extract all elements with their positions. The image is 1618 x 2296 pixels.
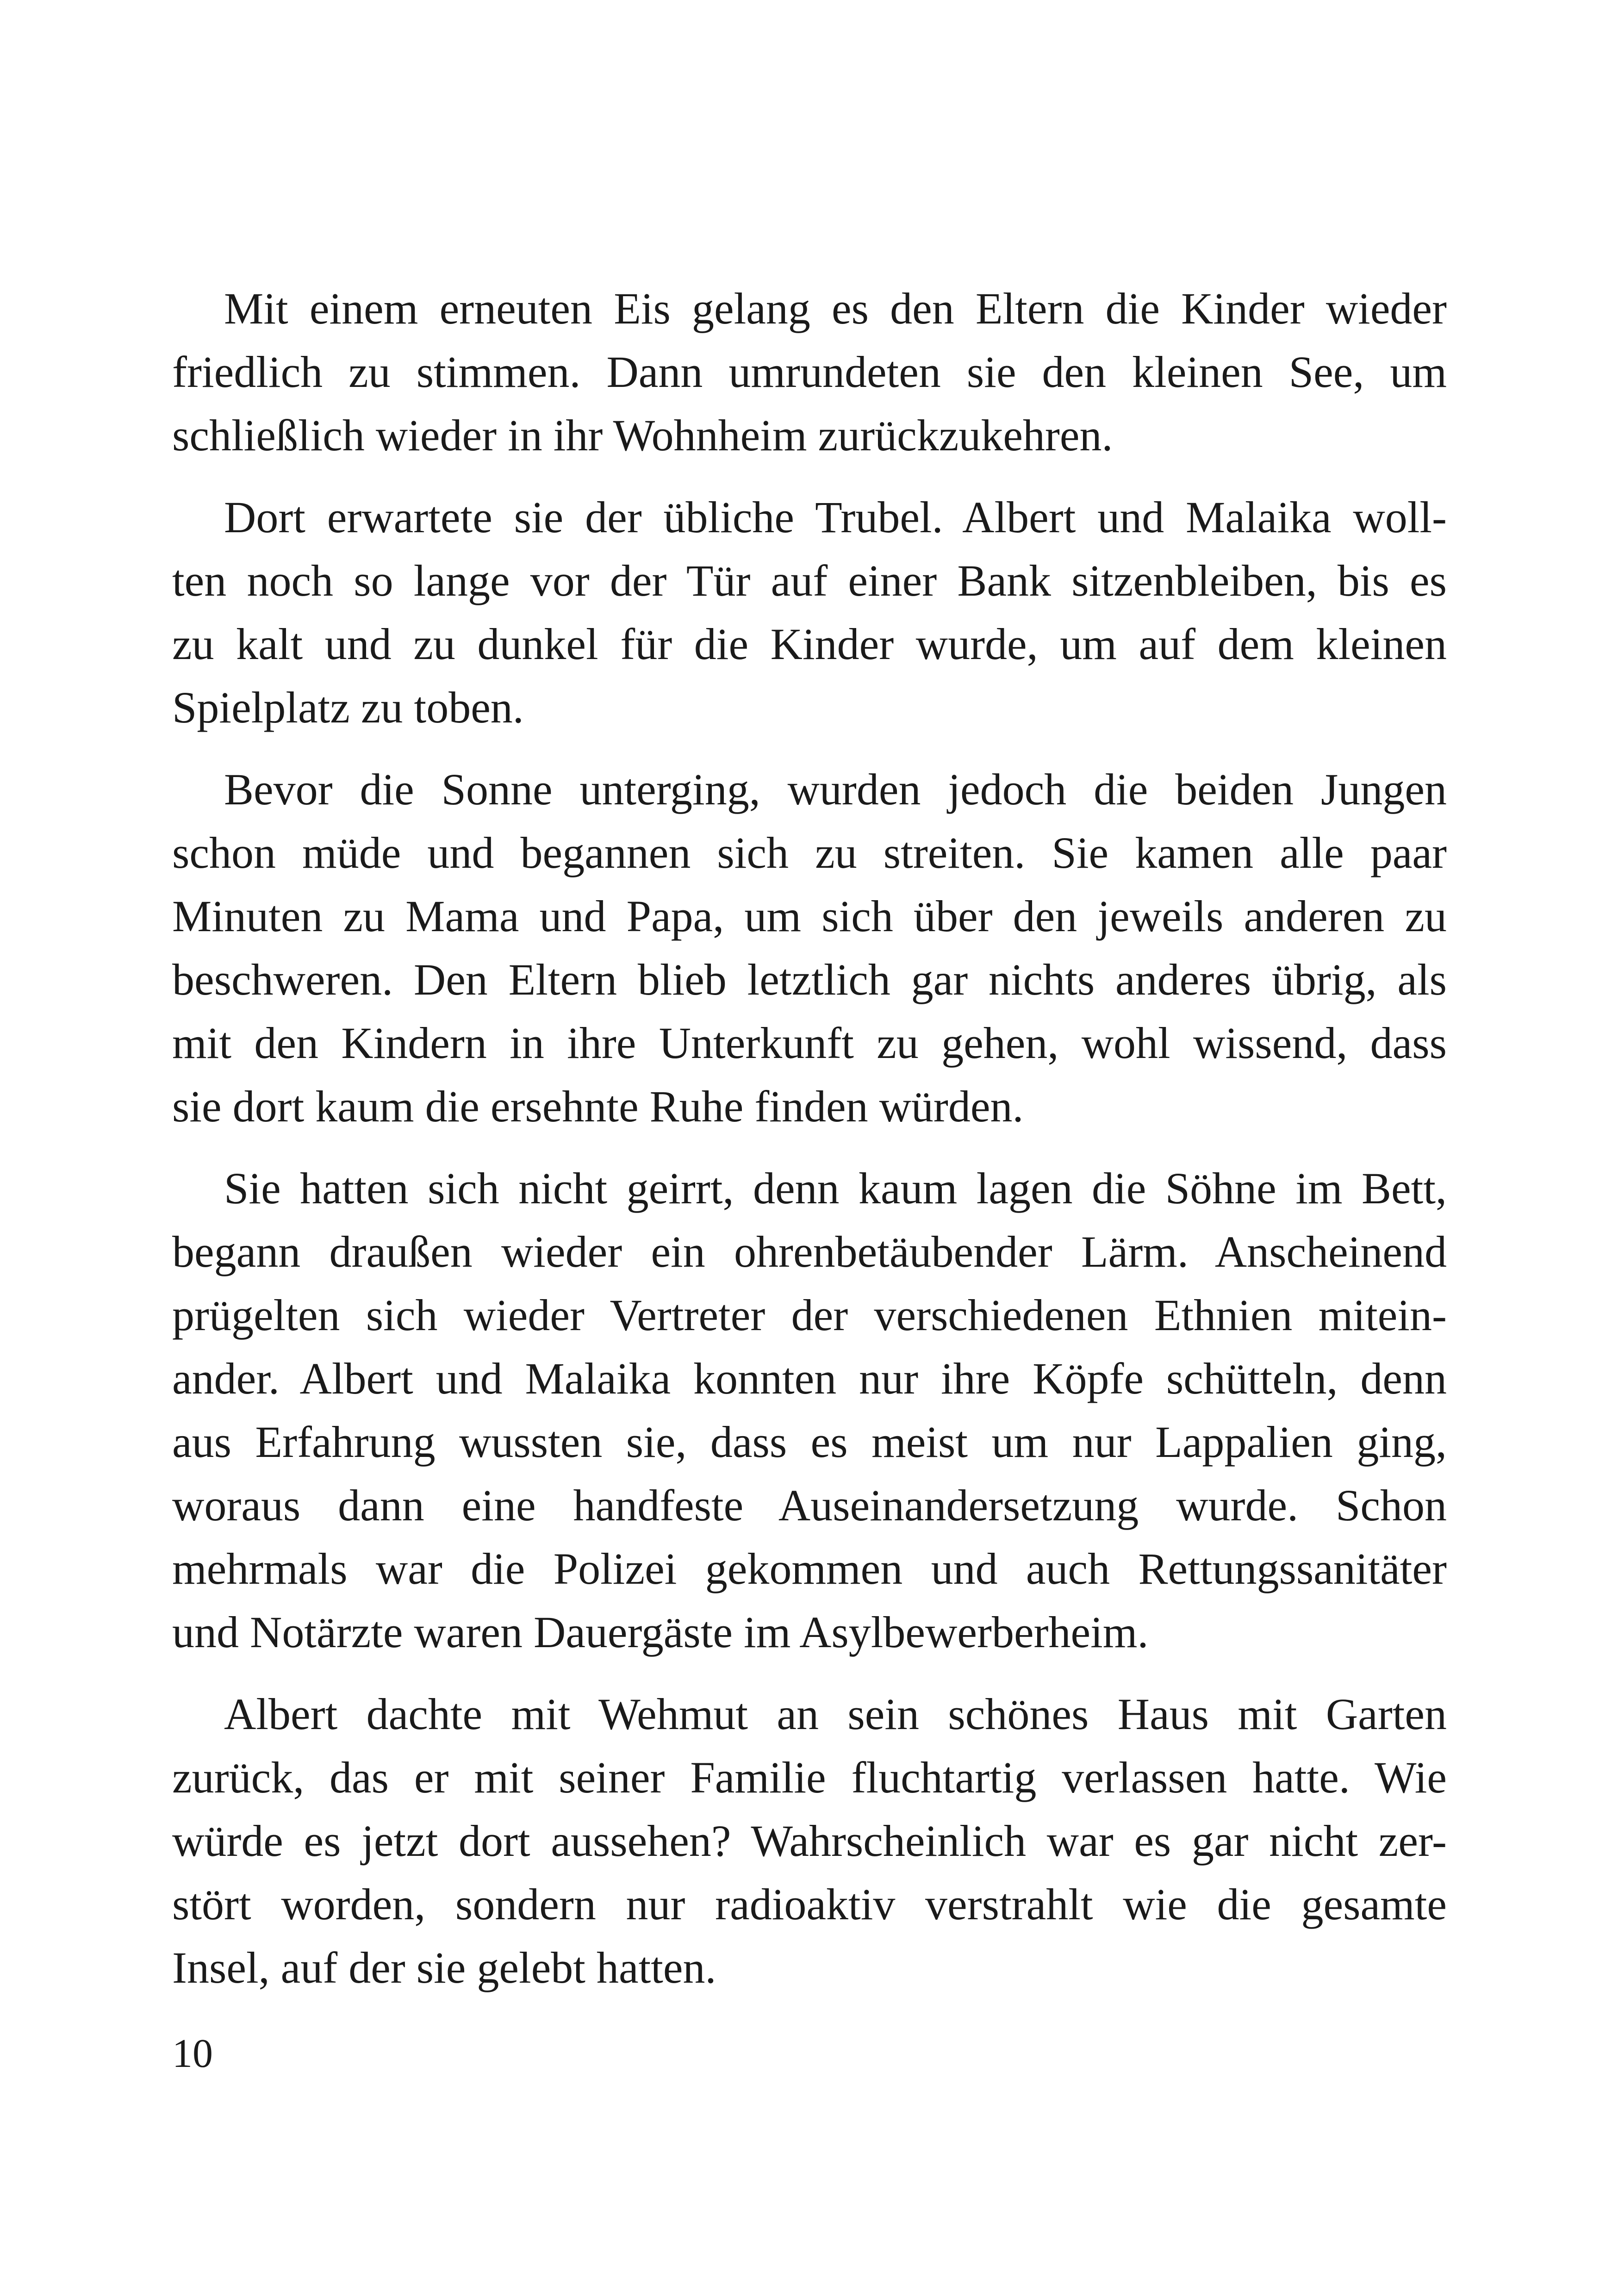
page-number: 10 — [172, 2031, 213, 2076]
text-line: und Notärzte waren Dauergäste im Asylbewerberheim. — [172, 1607, 1149, 1657]
text-line: Dort erwartete sie der übliche Trubel. Albert und Malaika woll- — [224, 492, 1447, 542]
text-line: Sie hatten sich nicht geirrt, denn kaum lagen die Söhne im Bett, — [224, 1164, 1447, 1213]
text-line: aus Erfahrung wussten sie, dass es meist um nur Lappalien ging, — [172, 1417, 1447, 1467]
text-line: Spielplatz zu toben. — [172, 683, 524, 732]
text-line: mehrmals war die Polizei gekommen und auch Rettungssanitäter — [172, 1544, 1447, 1593]
text-line: Insel, auf der sie gelebt hatten. — [172, 1943, 716, 1992]
text-line: zurück, das er mit seiner Familie fluchtartig verlassen hatte. Wie — [172, 1753, 1447, 1802]
text-line: schon müde und begannen sich zu streiten. Sie kamen alle paar — [172, 828, 1447, 877]
text-line: ander. Albert und Malaika konnten nur ihre Köpfe schütteln, denn — [172, 1354, 1447, 1403]
text-line: Bevor die Sonne unterging, wurden jedoch die beiden Jungen — [224, 765, 1447, 814]
text-line: Mit einem erneuten Eis gelang es den Eltern die Kinder wieder — [224, 284, 1447, 333]
text-line: Minuten zu Mama und Papa, um sich über den jeweils anderen zu — [172, 891, 1447, 941]
text-line: schließlich wieder in ihr Wohnheim zurückzukehren. — [172, 411, 1113, 460]
text-line: ten noch so lange vor der Tür auf einer Bank sitzenbleiben, bis es — [172, 556, 1447, 605]
text-line: würde es jetzt dort aussehen? Wahrscheinlich war es gar nicht zer- — [172, 1816, 1447, 1866]
paragraph-1 — [172, 277, 1447, 467]
text-line: prügelten sich wieder Vertreter der verschiedenen Ethnien mitein- — [172, 1290, 1447, 1340]
text-line: beschweren. Den Eltern blieb letztlich gar nichts anderes übrig, als — [172, 955, 1447, 1004]
text-line: woraus dann eine handfeste Auseinandersetzung wurde. Schon — [172, 1481, 1447, 1530]
body-text — [172, 277, 1447, 2018]
text-line: begann draußen wieder ein ohrenbetäubender Lärm. Anscheinend — [172, 1227, 1447, 1276]
text-line: sie dort kaum die ersehnte Ruhe finden würden. — [172, 1082, 1024, 1131]
text-line: mit den Kindern in ihre Unterkunft zu gehen, wohl wissend, dass — [172, 1018, 1447, 1068]
text-line: zu kalt und zu dunkel für die Kinder wurde, um auf dem kleinen — [172, 619, 1447, 669]
paragraph-3 — [172, 758, 1447, 1138]
text-line: friedlich zu stimmen. Dann umrundeten sie den kleinen See, um — [172, 347, 1447, 397]
text-line: stört worden, sondern nur radioaktiv verstrahlt wie die gesamte — [172, 1879, 1447, 1929]
text-line: Albert dachte mit Wehmut an sein schönes Haus mit Garten — [224, 1689, 1447, 1739]
paragraph-5 — [172, 1682, 1447, 1999]
paragraph-4 — [172, 1157, 1447, 1664]
paragraph-2 — [172, 485, 1447, 739]
